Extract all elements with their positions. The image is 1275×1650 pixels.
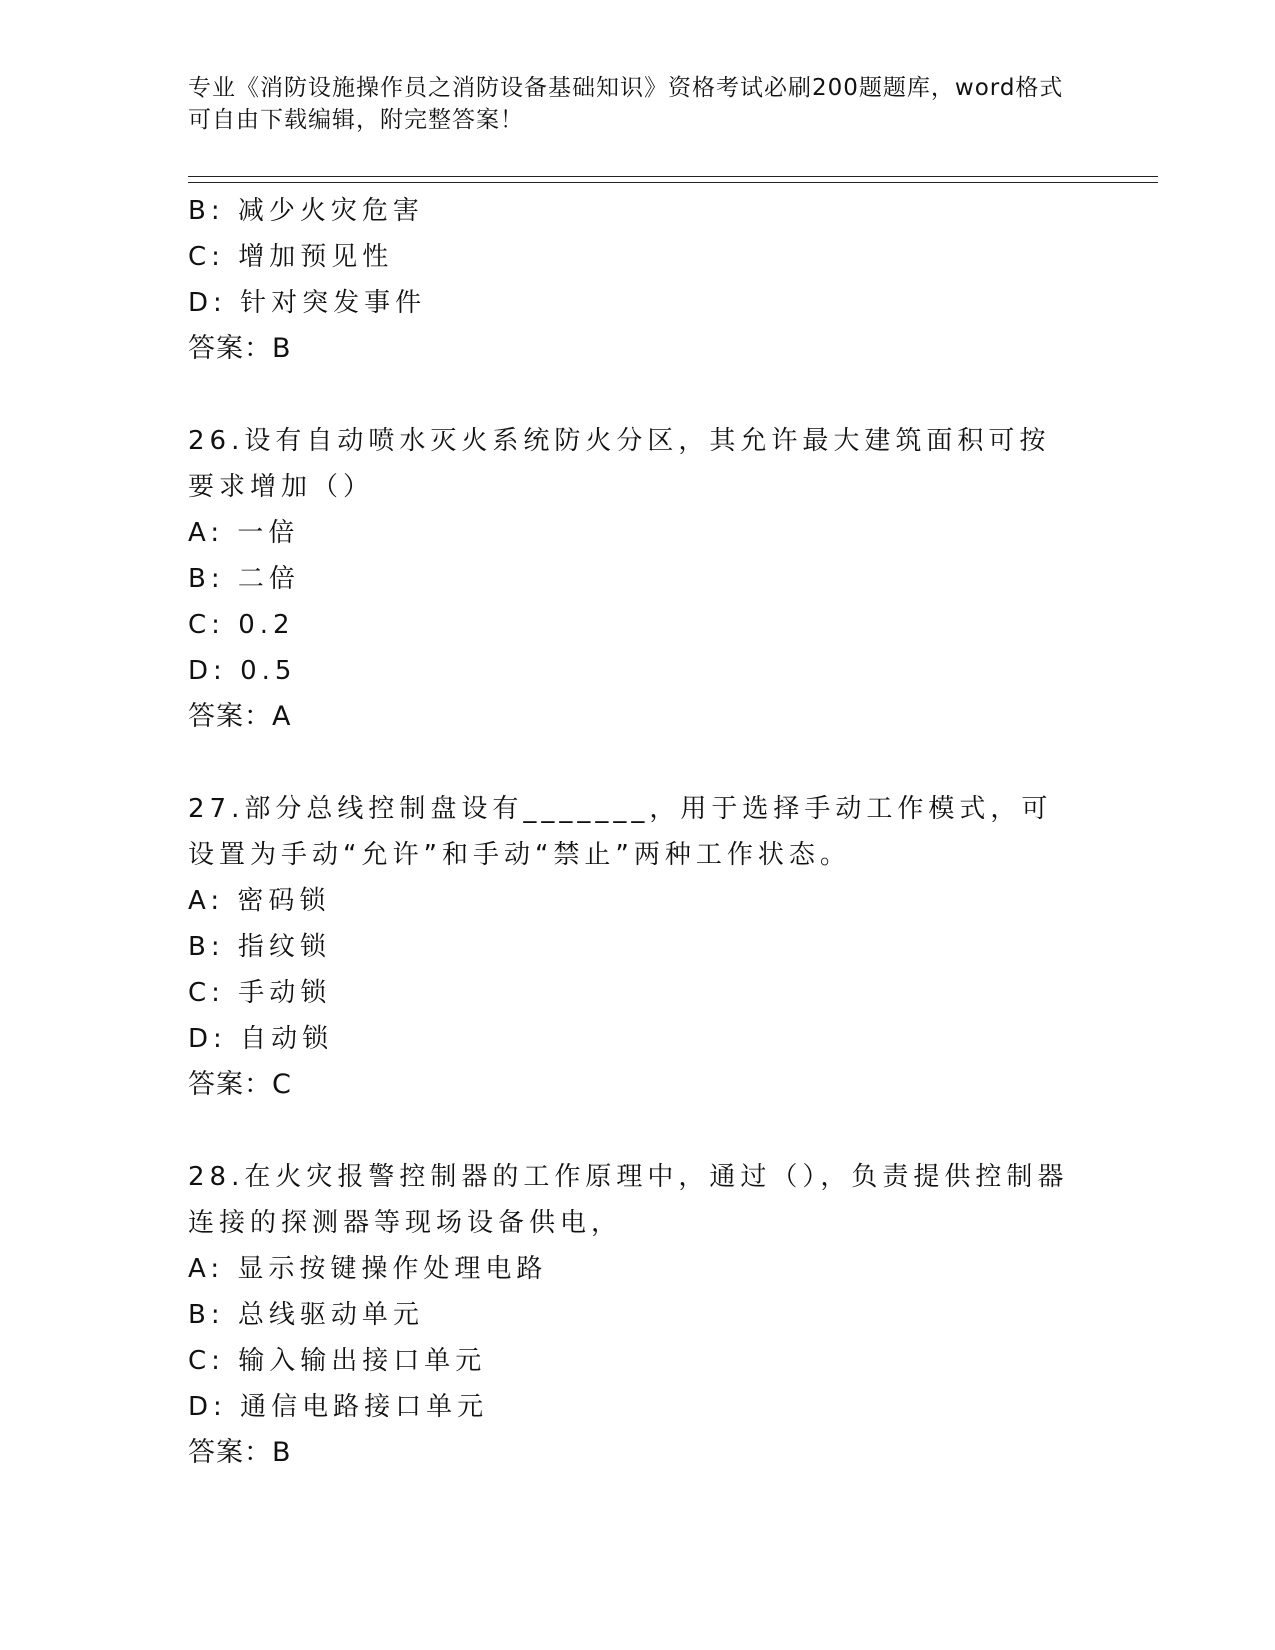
option-line: C: 增加预见性 [188, 242, 394, 272]
document-header: 专业《消防设施操作员之消防设备基础知识》资格考试必刷200题题库，word格式可自由下载编辑，附完整答案！ [188, 75, 1064, 133]
option-label: C [188, 610, 212, 640]
option-line: B: 二倍 [188, 564, 300, 594]
option-text: 手动锁 [238, 978, 332, 1008]
option-label: C [188, 242, 212, 272]
option-text: 自动锁 [240, 1024, 334, 1054]
answer-value: C [272, 1069, 292, 1100]
option-text: 增加预见性 [238, 242, 394, 272]
option-label: C [188, 1346, 212, 1376]
answer-label: 答案： [188, 701, 272, 732]
option-line: A: 一倍 [188, 518, 300, 548]
option-label: D [188, 1024, 214, 1054]
answer-line [188, 326, 1088, 372]
answer-value: B [272, 1437, 292, 1468]
option-line: C: 手动锁 [188, 978, 332, 1008]
option-label: B [188, 1300, 211, 1330]
header-divider-top [188, 176, 1158, 177]
question-text: 在火灾报警控制器的工作原理中，通过（），负责提供控制器连接的探测器等现场设备供电， [188, 1162, 1069, 1238]
option-label: D [188, 656, 214, 686]
spacer [188, 372, 1088, 418]
option-line: B: 减少火灾危害 [188, 196, 424, 226]
question-block-27 [188, 786, 1088, 1108]
option-line: C: 输入输出接口单元 [188, 1346, 487, 1376]
option-label: D [188, 1392, 214, 1422]
option-label: A [188, 1254, 211, 1284]
answer-line [188, 1430, 1088, 1476]
question-block-28 [188, 1154, 1088, 1476]
option-line: B: 总线驱动单元 [188, 1300, 424, 1330]
answer-line [188, 1062, 1088, 1108]
option-line: A: 显示按键操作处理电路 [188, 1254, 548, 1284]
option-label: A [188, 886, 211, 916]
option-label: B [188, 196, 211, 226]
option-line: D: 针对突发事件 [188, 288, 427, 318]
question-stem [188, 418, 1078, 510]
question-number: 28. [188, 1162, 245, 1192]
option-line: D: 自动锁 [188, 1024, 334, 1054]
option-text: 指纹锁 [237, 932, 331, 962]
option-line: D: 0.5 [188, 656, 297, 686]
question-list [188, 188, 1088, 1476]
question-stem [188, 786, 1078, 878]
option-line: D: 通信电路接口单元 [188, 1392, 489, 1422]
answer-value: A [272, 701, 292, 732]
option-text: 0.5 [240, 656, 297, 686]
option-text: 针对突发事件 [240, 288, 427, 318]
question-number: 26. [188, 426, 245, 456]
option-label: D [188, 288, 214, 318]
option-label: A [188, 518, 211, 548]
question-block-26 [188, 418, 1088, 740]
question-number: 27. [188, 794, 245, 824]
option-label: C [188, 978, 212, 1008]
option-text: 显示按键操作处理电路 [237, 1254, 548, 1284]
option-text: 通信电路接口单元 [240, 1392, 489, 1422]
question-text: 设有自动喷水灭火系统防火分区，其允许最大建筑面积可按要求增加（） [188, 426, 1051, 502]
option-text: 总线驱动单元 [237, 1300, 424, 1330]
option-text: 输入输出接口单元 [238, 1346, 487, 1376]
option-label: B [188, 932, 211, 962]
option-text: 一倍 [237, 518, 300, 548]
spacer [188, 1108, 1088, 1154]
question-block-prev [188, 188, 1088, 372]
answer-label: 答案： [188, 1437, 272, 1468]
spacer [188, 740, 1088, 786]
answer-label: 答案： [188, 333, 272, 364]
option-label: B [188, 564, 211, 594]
option-text: 二倍 [237, 564, 300, 594]
answer-line [188, 694, 1088, 740]
question-text: 部分总线控制盘设有_______，用于选择手动工作模式，可设置为手动“允许”和手动“禁止”两种工作状态。 [188, 794, 1053, 870]
option-text: 0.2 [238, 610, 295, 640]
option-text: 密码锁 [237, 886, 331, 916]
option-line: A: 密码锁 [188, 886, 331, 916]
question-stem [188, 1154, 1078, 1246]
answer-label: 答案： [188, 1069, 272, 1100]
option-text: 减少火灾危害 [237, 196, 424, 226]
header-divider-bottom [188, 182, 1158, 183]
option-line: B: 指纹锁 [188, 932, 331, 962]
option-line: C: 0.2 [188, 610, 295, 640]
answer-value: B [272, 333, 292, 364]
